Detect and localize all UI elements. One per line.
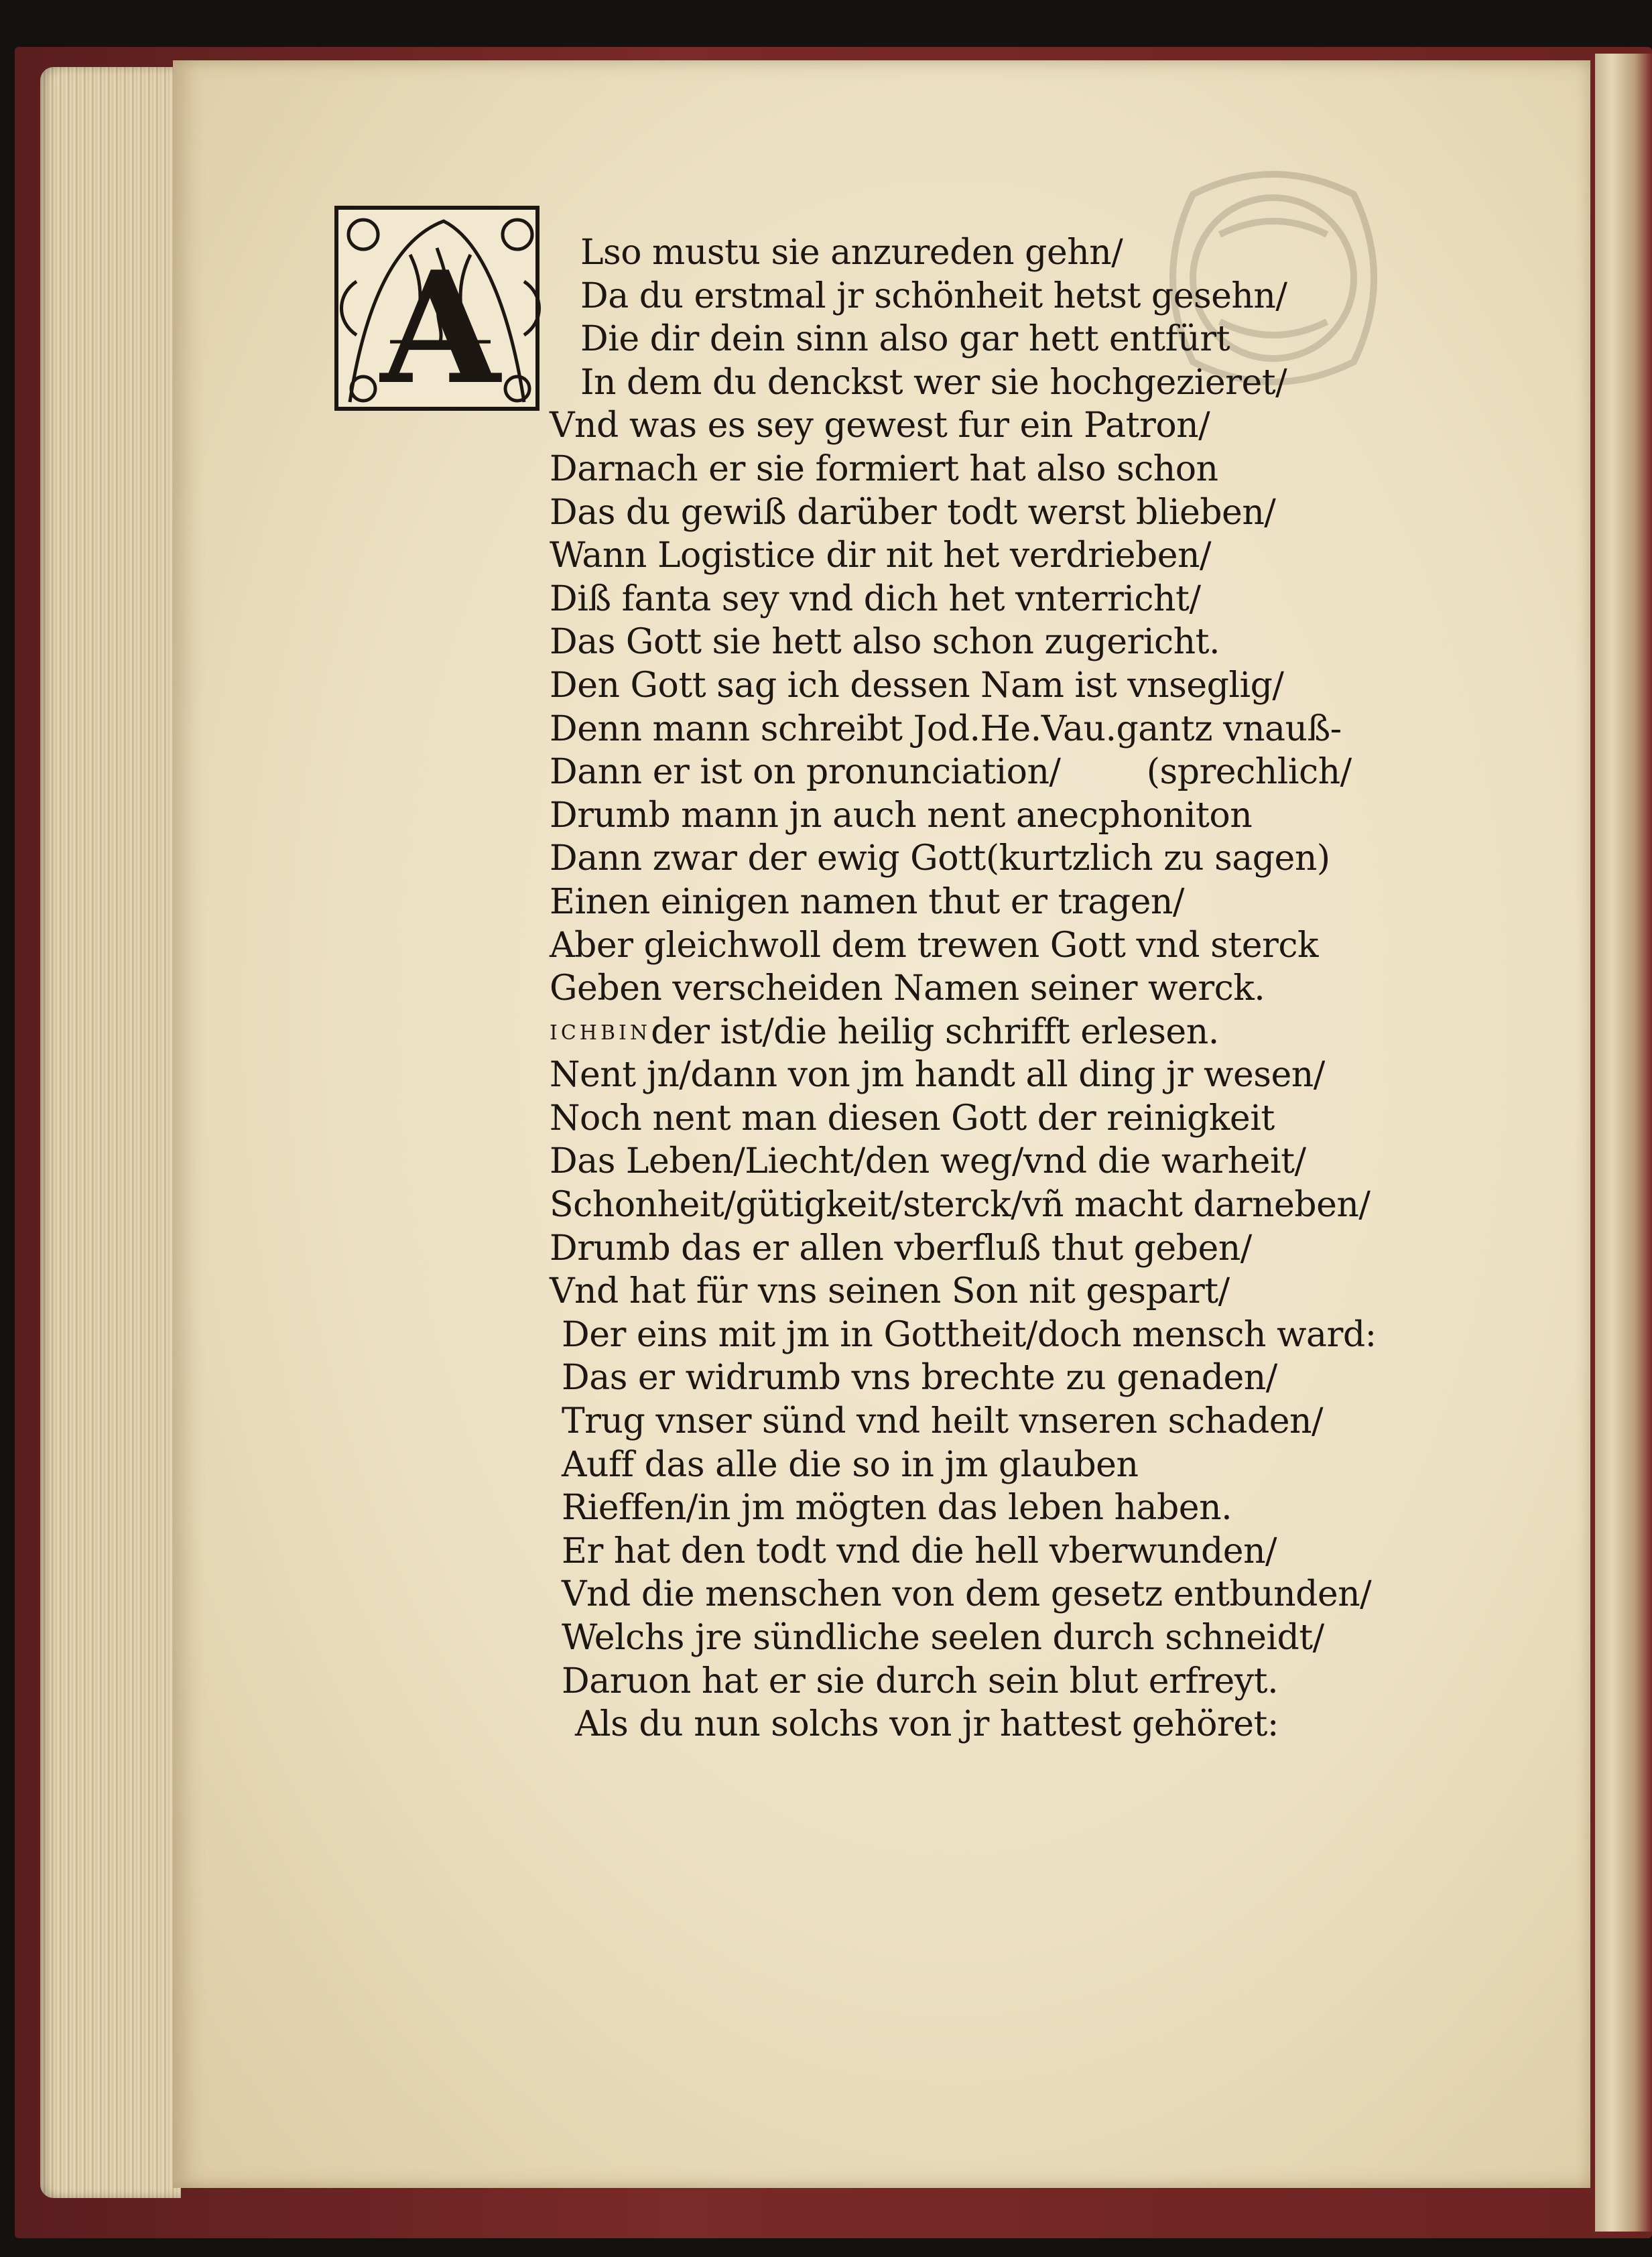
verse-line: Dann zwar der ewig Gott(kurtzlich zu sagen) [550, 838, 1330, 879]
verse-line-ichbin [550, 1011, 1407, 1054]
verse-line: Geben verscheiden Namen seiner werck. [550, 968, 1265, 1009]
verse-line: Diß fanta sey vnd dich het vnterricht/ [550, 578, 1201, 619]
verse-line: Daruon hat er sie durch sein blut erfreyt. [562, 1661, 1279, 1701]
verse-line: Dann er ist on pronunciation/ (sprechlich/ [550, 752, 1352, 793]
verse-text [550, 231, 1407, 1746]
decorated-initial-a [310, 181, 571, 442]
verse-line: Die dir dein sinn also gar hett entfürt [580, 319, 1230, 360]
verse-line: Das er widrumb vns brechte zu genaden/ [562, 1358, 1277, 1399]
verse-line: Er hat den todt vnd die hell vberwunden/ [562, 1531, 1277, 1571]
verse-line: Lso mustu sie anzureden gehn/ [580, 233, 1123, 273]
verse-line: Schonheit/gütigkeit/sterck/vñ macht darneben/ [550, 1185, 1371, 1226]
verse-line: Denn mann schreibt Jod.He.Vau.gantz vnauß- [550, 708, 1342, 749]
verse-line: Wann Logistice dir nit het verdrieben/ [550, 535, 1212, 576]
verse-line: Der eins mit jm in Gottheit/doch mensch ward: [562, 1314, 1377, 1355]
verse-line: Das du gewiß darüber todt werst blieben/ [550, 492, 1276, 533]
verse-line: Nent jn/dann von jm handt all ding jr wesen/ [550, 1055, 1325, 1096]
verse-line: Rieffen/in jm mögten das leben haben. [562, 1488, 1232, 1529]
verse-line: Vnd hat für vns seinen Son nit gespart/ [550, 1271, 1230, 1312]
verse-line: Drumb das er allen vberfluß thut geben/ [550, 1228, 1252, 1269]
verse-line: Den Gott sag ich dessen Nam ist vnseglig/ [550, 665, 1284, 706]
verse-line: Da du erstmal jr schönheit hetst gesehn/ [580, 275, 1287, 316]
verse-line: Noch nent man diesen Gott der reinigkeit [550, 1098, 1275, 1139]
verse-line: Einen einigen namen thut er tragen/ [550, 881, 1184, 922]
verse-line: Das Leben/Liecht/den weg/vnd die warheit/ [550, 1141, 1306, 1182]
verse-line-text: der ist/die heilig schrifft erlesen. [651, 1011, 1219, 1052]
verse-line: Das Gott sie hett also schon zugericht. [550, 622, 1220, 663]
verse-line: Als du nun solchs von jr hattest gehöret: [575, 1704, 1279, 1745]
ichbin-smallcaps: ICHBIN [550, 1021, 651, 1045]
page-edges [40, 67, 181, 2198]
verse-line: Vnd die menschen von dem gesetz entbunden/ [562, 1574, 1372, 1615]
verse-line: Welchs jre sündliche seelen durch schneidt/ [562, 1618, 1324, 1658]
initial-letter: A [380, 238, 501, 419]
verse-line: Aber gleichwoll dem trewen Gott vnd sterck [550, 925, 1318, 966]
verse-line: Auff das alle die so in jm glauben [562, 1444, 1139, 1485]
verse-line: Trug vnser sünd vnd heilt vnseren schaden/ [562, 1401, 1324, 1442]
verse-line: Darnach er sie formiert hat also schon [550, 448, 1218, 489]
verse-line: In dem du denckst wer sie hochgezieret/ [580, 362, 1287, 403]
verse-line: Drumb mann jn auch nent anecphoniton [550, 795, 1253, 836]
verse-line: Vnd was es sey gewest fur ein Patron/ [550, 405, 1210, 446]
facing-page-edge [1595, 54, 1652, 2232]
